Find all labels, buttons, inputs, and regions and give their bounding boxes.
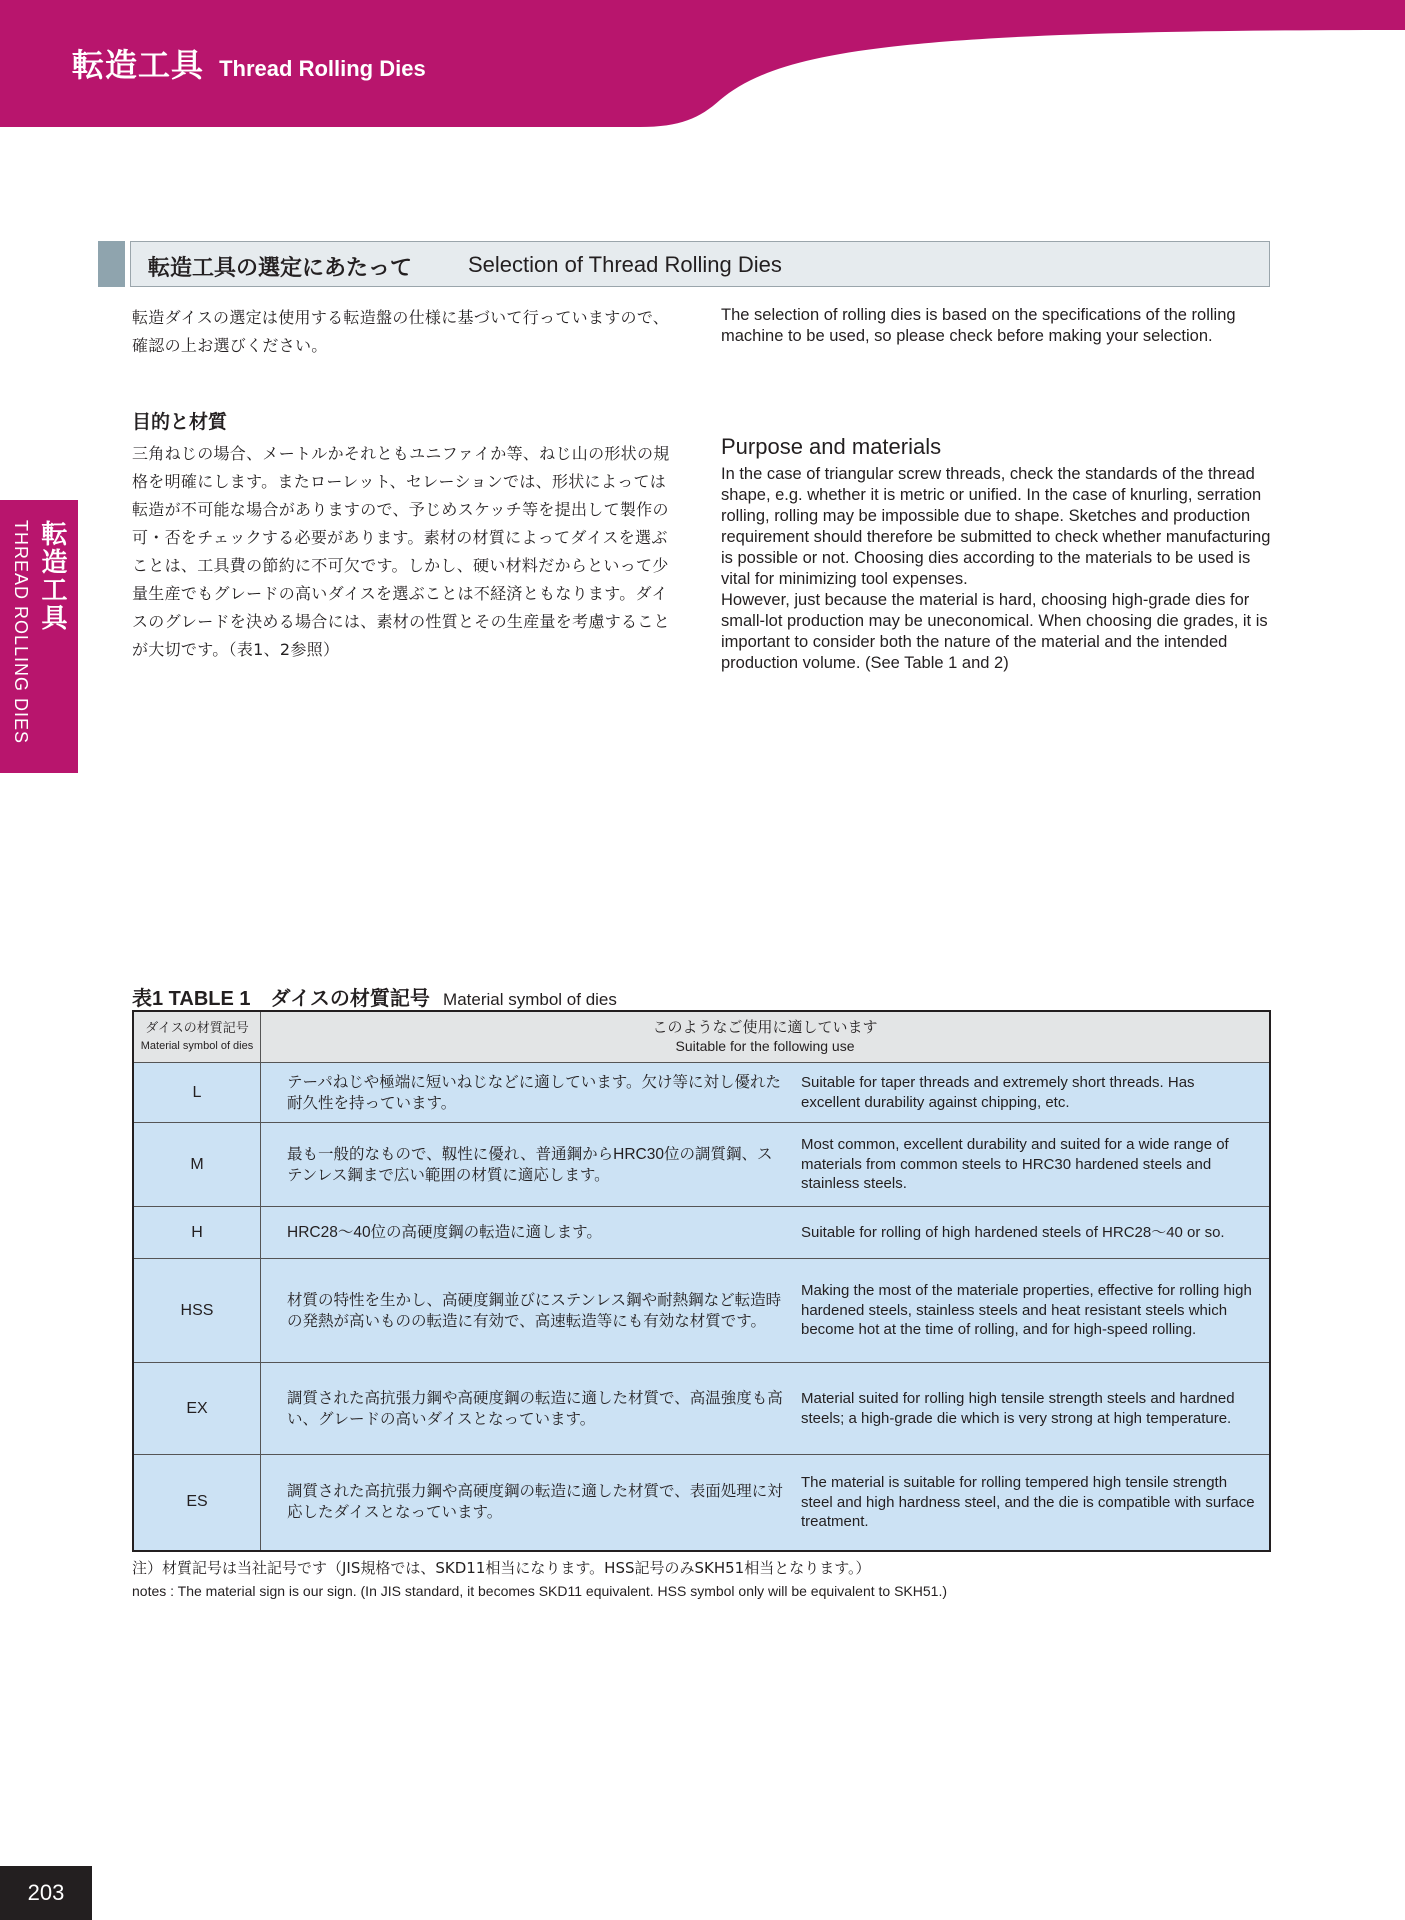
row-symbol: ES bbox=[133, 1455, 261, 1551]
side-tab-ja: 転造工具 bbox=[37, 520, 67, 632]
table-row bbox=[133, 1207, 1270, 1259]
purpose-heading-en: Purpose and materials bbox=[721, 434, 942, 459]
section-title-ja: 転造工具の選定にあたって bbox=[148, 256, 413, 281]
row-use-en: The material is suitable for rolling tempered high tensile strength steel and high hardness steel, and the die is compatible with surface treatment. bbox=[799, 1455, 1270, 1551]
header-title bbox=[72, 40, 426, 86]
intro-text-en: The selection of rolling dies is based on the specifications of the rolling machine to be used, so please check before making your selection. bbox=[721, 306, 1236, 345]
row-use-en: Suitable for taper threads and extremely short threads. Has excellent durability against chipping, etc. bbox=[799, 1063, 1270, 1123]
table-note-en: notes : The material sign is our sign. (In JIS standard, it becomes SKD11 equivalent. HSS symbol only will be equivalent to SKH51.) bbox=[132, 1583, 947, 1599]
table-row bbox=[133, 1455, 1270, 1551]
row-symbol: L bbox=[133, 1063, 261, 1123]
row-use-en: Material suited for rolling high tensile strength steels and hardned steels; a high-grade die which is very strong at high temperature. bbox=[799, 1363, 1270, 1455]
table-row bbox=[133, 1259, 1270, 1363]
intro-text-ja: 転造ダイスの選定は使用する転造盤の仕様に基づいて行っていますので、確認の上お選びください。 bbox=[132, 308, 670, 355]
header-use bbox=[261, 1011, 1271, 1063]
material-symbol-table bbox=[132, 1010, 1271, 1552]
table1-title-en: Material symbol of dies bbox=[443, 990, 617, 1009]
row-symbol: HSS bbox=[133, 1259, 261, 1363]
purpose-heading-ja: 目的と材質 bbox=[132, 411, 228, 433]
row-use-ja: HRC28～40位の高硬度鋼の転造に適します。 bbox=[261, 1207, 800, 1259]
row-use-en: Most common, excellent durability and suited for a wide range of materials from common steels to HRC30 hardened steels and stainless steels. bbox=[799, 1123, 1270, 1207]
table1-title bbox=[132, 982, 617, 1011]
row-use-ja: テーパねじや極端に短いねじなどに適しています。欠け等に対し優れた耐久性を持っています。 bbox=[261, 1063, 800, 1123]
header-symbol-en: Material symbol of dies bbox=[140, 1040, 254, 1052]
table-header-row bbox=[133, 1011, 1270, 1063]
row-symbol: EX bbox=[133, 1363, 261, 1455]
header-use-en: Suitable for the following use bbox=[675, 1038, 855, 1054]
section-heading bbox=[98, 241, 1270, 287]
header-title-en: Thread Rolling Dies bbox=[219, 56, 426, 81]
side-tab-en: THREAD ROLLING DIES bbox=[11, 520, 31, 745]
purpose-text-ja: 三角ねじの場合、メートルかそれともユニファイか等、ねじ山の形状の規格を明確にします。またローレット、セレーションでは、形状によっては転造が不可能な場合がありますので、予じめスケッチ等を提出して製作の可・否をチェックする必要があります。素材の材質によってダイスを選ぶことは、工具費の節約に不可欠です。しかし、硬い材料だからといって少量生産でもグレードの高いダイスを選ぶことは不経済ともなります。ダイスのグレードを決める場合には、素材の性質とその生産量を考慮することが大切です。（表1、2参照） bbox=[132, 444, 670, 659]
section-accent bbox=[98, 241, 125, 287]
row-use-en: Suitable for rolling of high hardened steels of HRC28～40 or so. bbox=[799, 1207, 1270, 1259]
row-use-ja: 調質された高抗張力鋼や高硬度鋼の転造に適した材質で、表面処理に対応したダイスとなっています。 bbox=[261, 1455, 800, 1551]
side-tab bbox=[0, 500, 78, 773]
row-use-ja: 調質された高抗張力鋼や高硬度鋼の転造に適した材質で、高温強度も高い、グレードの高いダイスとなっています。 bbox=[261, 1363, 800, 1455]
header-symbol bbox=[133, 1011, 261, 1063]
row-use-en: Making the most of the materiale properties, effective for rolling high hardened steels, stainless steels and heat resistant steels which become hot at the time of rolling, and for high-speed rolling. bbox=[799, 1259, 1270, 1363]
header-symbol-ja: ダイスの材質記号 bbox=[145, 1020, 249, 1035]
header-use-ja: このようなご使用に適しています bbox=[652, 1019, 878, 1036]
purpose-paragraph-2: However, just because the material is hard, choosing high-grade dies for small-lot production may be uneconomical. When choosing die grades, it is important to consider both the nature of the material and the intended production volume. (See Table 1 and 2) bbox=[721, 591, 1268, 672]
page-number: 203 bbox=[0, 1866, 92, 1920]
table-row bbox=[133, 1363, 1270, 1455]
section-heading-box bbox=[130, 241, 1270, 287]
table-row bbox=[133, 1063, 1270, 1123]
section-title-en: Selection of Thread Rolling Dies bbox=[468, 252, 782, 277]
header-title-ja: 転造工具 bbox=[72, 46, 205, 84]
row-use-ja: 材質の特性を生かし、高硬度鋼並びにステンレス鋼や耐熱鋼など転造時の発熱が高いものの転造に有効で、高速転造等にも有効な材質です。 bbox=[261, 1259, 800, 1363]
purpose-text-en bbox=[721, 464, 1273, 674]
purpose-paragraph-1: In the case of triangular screw threads, check the standards of the thread shape, e.g. whether it is metric or unified. In the case of knurling, serration rolling, rolling may be impossible due to shape. Sketches and production requirement should therefore be submitted to check whether manufacturing is possible or not. Choosing dies according to the materials to be used is vital for minimizing tool expenses. bbox=[721, 465, 1271, 588]
row-use-ja: 最も一般的なもので、靱性に優れ、普通鋼からHRC30位の調質鋼、ステンレス鋼まで広い範囲の材質に適応します。 bbox=[261, 1123, 800, 1207]
table-row bbox=[133, 1123, 1270, 1207]
row-symbol: H bbox=[133, 1207, 261, 1259]
table-note-ja: 注）材質記号は当社記号です（JIS規格では、SKD11相当になります。HSS記号のみSKH51相当となります。） bbox=[132, 1559, 871, 1577]
table1-title-bold: 表1 TABLE 1 ダイスの材質記号 bbox=[132, 988, 430, 1010]
row-symbol: M bbox=[133, 1123, 261, 1207]
